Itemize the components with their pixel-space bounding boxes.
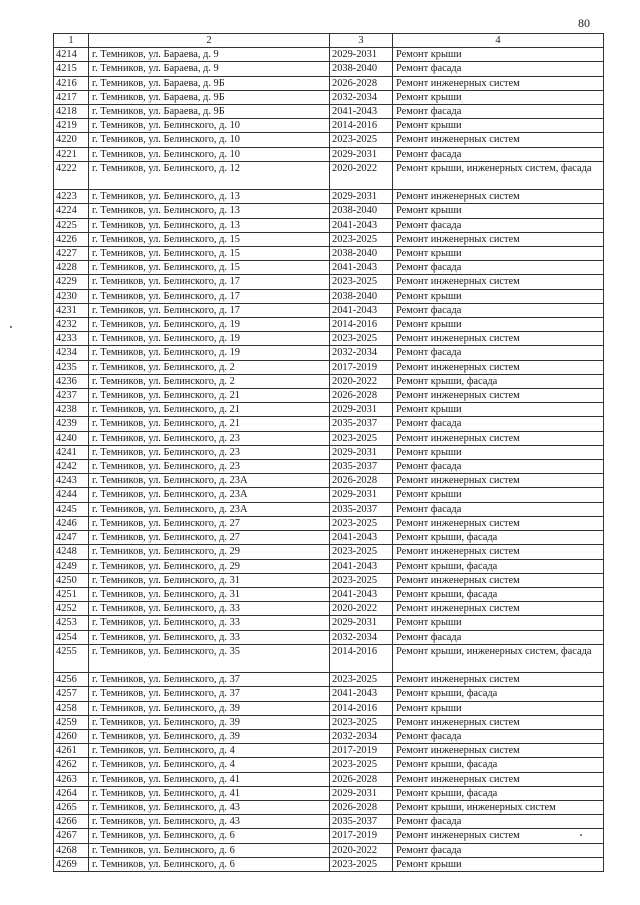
row-number-cell: 4227 <box>54 247 89 261</box>
work-type-cell: Ремонт фасада <box>393 62 604 76</box>
work-type-cell: Ремонт фасада <box>393 729 604 743</box>
address-cell: г. Темников, ул. Белинского, д. 31 <box>89 587 330 601</box>
work-type-cell: Ремонт фасада <box>393 417 604 431</box>
period-cell: 2014-2016 <box>330 701 393 715</box>
work-type-cell: Ремонт крыши <box>393 701 604 715</box>
row-number-cell: 4269 <box>54 857 89 871</box>
address-cell: г. Темников, ул. Белинского, д. 10 <box>89 119 330 133</box>
row-number-cell: 4262 <box>54 758 89 772</box>
period-cell: 2026-2028 <box>330 772 393 786</box>
row-number-cell: 4245 <box>54 502 89 516</box>
table-row <box>54 161 604 189</box>
period-cell: 2029-2031 <box>330 48 393 62</box>
row-number-cell: 4221 <box>54 147 89 161</box>
table-row <box>54 616 604 630</box>
address-cell: г. Темников, ул. Белинского, д. 35 <box>89 644 330 672</box>
period-cell: 2029-2031 <box>330 488 393 502</box>
row-number-cell: 4251 <box>54 587 89 601</box>
table-row <box>54 346 604 360</box>
row-number-cell: 4259 <box>54 715 89 729</box>
address-cell: г. Темников, ул. Белинского, д. 15 <box>89 232 330 246</box>
address-cell: г. Темников, ул. Белинского, д. 43 <box>89 815 330 829</box>
table-row <box>54 573 604 587</box>
period-cell: 2035-2037 <box>330 460 393 474</box>
address-cell: г. Темников, ул. Белинского, д. 39 <box>89 715 330 729</box>
period-cell: 2035-2037 <box>330 502 393 516</box>
work-type-cell: Ремонт крыши <box>393 616 604 630</box>
period-cell: 2023-2025 <box>330 516 393 530</box>
address-cell: г. Темников, ул. Белинского, д. 37 <box>89 687 330 701</box>
address-cell: г. Темников, ул. Белинского, д. 23 <box>89 445 330 459</box>
address-cell: г. Темников, ул. Белинского, д. 15 <box>89 261 330 275</box>
row-number-cell: 4243 <box>54 474 89 488</box>
work-type-cell: Ремонт крыши, фасада <box>393 687 604 701</box>
row-number-cell: 4222 <box>54 161 89 189</box>
row-number-cell: 4266 <box>54 815 89 829</box>
period-cell: 2038-2040 <box>330 247 393 261</box>
row-number-cell: 4260 <box>54 729 89 743</box>
work-type-cell: Ремонт крыши, фасада <box>393 374 604 388</box>
address-cell: г. Темников, ул. Белинского, д. 6 <box>89 843 330 857</box>
row-number-cell: 4214 <box>54 48 89 62</box>
period-cell: 2038-2040 <box>330 204 393 218</box>
work-type-cell: Ремонт крыши <box>393 247 604 261</box>
period-cell: 2041-2043 <box>330 687 393 701</box>
address-cell: г. Темников, ул. Белинского, д. 4 <box>89 744 330 758</box>
address-cell: г. Темников, ул. Бараева, д. 9Б <box>89 90 330 104</box>
table-row <box>54 303 604 317</box>
row-number-cell: 4239 <box>54 417 89 431</box>
row-number-cell: 4225 <box>54 218 89 232</box>
table-row <box>54 843 604 857</box>
work-type-cell: Ремонт крыши, фасада <box>393 786 604 800</box>
row-number-cell: 4230 <box>54 289 89 303</box>
work-type-cell: Ремонт фасада <box>393 261 604 275</box>
work-type-cell: Ремонт инженерных систем <box>393 76 604 90</box>
period-cell: 2023-2025 <box>330 232 393 246</box>
table-row <box>54 729 604 743</box>
row-number-cell: 4255 <box>54 644 89 672</box>
period-cell: 2026-2028 <box>330 389 393 403</box>
work-type-cell: Ремонт инженерных систем <box>393 474 604 488</box>
table-header-row <box>54 34 604 48</box>
period-cell: 2041-2043 <box>330 303 393 317</box>
row-number-cell: 4258 <box>54 701 89 715</box>
table-row <box>54 800 604 814</box>
work-type-cell: Ремонт инженерных систем <box>393 516 604 530</box>
work-type-cell: Ремонт крыши, инженерных систем <box>393 800 604 814</box>
address-cell: г. Темников, ул. Белинского, д. 4 <box>89 758 330 772</box>
address-cell: г. Темников, ул. Бараева, д. 9Б <box>89 105 330 119</box>
work-type-cell: Ремонт инженерных систем <box>393 360 604 374</box>
address-cell: г. Темников, ул. Белинского, д. 37 <box>89 673 330 687</box>
period-cell: 2023-2025 <box>330 275 393 289</box>
work-type-cell: Ремонт крыши, инженерных систем, фасада <box>393 644 604 672</box>
period-cell: 2020-2022 <box>330 374 393 388</box>
period-cell: 2029-2031 <box>330 190 393 204</box>
address-cell: г. Темников, ул. Белинского, д. 12 <box>89 161 330 189</box>
period-cell: 2023-2025 <box>330 332 393 346</box>
row-number-cell: 4249 <box>54 559 89 573</box>
table-row <box>54 247 604 261</box>
repair-schedule-table <box>53 33 604 872</box>
address-cell: г. Темников, ул. Бараева, д. 9 <box>89 48 330 62</box>
row-number-cell: 4267 <box>54 829 89 843</box>
period-cell: 2038-2040 <box>330 62 393 76</box>
table-row <box>54 332 604 346</box>
work-type-cell: Ремонт крыши, фасада <box>393 758 604 772</box>
table-row <box>54 190 604 204</box>
period-cell: 2029-2031 <box>330 786 393 800</box>
address-cell: г. Темников, ул. Белинского, д. 23А <box>89 474 330 488</box>
work-type-cell: Ремонт фасада <box>393 630 604 644</box>
address-cell: г. Темников, ул. Белинского, д. 19 <box>89 332 330 346</box>
table-row <box>54 673 604 687</box>
address-cell: г. Темников, ул. Белинского, д. 10 <box>89 147 330 161</box>
table-row <box>54 48 604 62</box>
address-cell: г. Темников, ул. Белинского, д. 23А <box>89 502 330 516</box>
work-type-cell: Ремонт фасада <box>393 303 604 317</box>
period-cell: 2020-2022 <box>330 161 393 189</box>
period-cell: 2023-2025 <box>330 673 393 687</box>
period-cell: 2023-2025 <box>330 133 393 147</box>
address-cell: г. Темников, ул. Белинского, д. 27 <box>89 531 330 545</box>
address-cell: г. Темников, ул. Белинского, д. 17 <box>89 275 330 289</box>
period-cell: 2026-2028 <box>330 800 393 814</box>
row-number-cell: 4247 <box>54 531 89 545</box>
table-row <box>54 531 604 545</box>
period-cell: 2026-2028 <box>330 474 393 488</box>
work-type-cell: Ремонт крыши, фасада <box>393 587 604 601</box>
period-cell: 2032-2034 <box>330 729 393 743</box>
period-cell: 2014-2016 <box>330 119 393 133</box>
row-number-cell: 4229 <box>54 275 89 289</box>
address-cell: г. Темников, ул. Белинского, д. 39 <box>89 729 330 743</box>
period-cell: 2041-2043 <box>330 218 393 232</box>
period-cell: 2029-2031 <box>330 147 393 161</box>
period-cell: 2023-2025 <box>330 545 393 559</box>
period-cell: 2035-2037 <box>330 815 393 829</box>
header-cell-4: 4 <box>393 34 604 48</box>
work-type-cell: Ремонт инженерных систем <box>393 573 604 587</box>
table-row <box>54 587 604 601</box>
period-cell: 2026-2028 <box>330 76 393 90</box>
row-number-cell: 4231 <box>54 303 89 317</box>
row-number-cell: 4250 <box>54 573 89 587</box>
period-cell: 2023-2025 <box>330 758 393 772</box>
table-row <box>54 758 604 772</box>
work-type-cell: Ремонт крыши, инженерных систем, фасада <box>393 161 604 189</box>
address-cell: г. Темников, ул. Белинского, д. 23 <box>89 460 330 474</box>
period-cell: 2032-2034 <box>330 630 393 644</box>
table-row <box>54 488 604 502</box>
period-cell: 2023-2025 <box>330 857 393 871</box>
row-number-cell: 4265 <box>54 800 89 814</box>
table-row <box>54 815 604 829</box>
row-number-cell: 4219 <box>54 119 89 133</box>
work-type-cell: Ремонт инженерных систем <box>393 772 604 786</box>
row-number-cell: 4256 <box>54 673 89 687</box>
table-row <box>54 474 604 488</box>
address-cell: г. Темников, ул. Белинского, д. 21 <box>89 417 330 431</box>
work-type-cell: Ремонт фасада <box>393 105 604 119</box>
table-row <box>54 602 604 616</box>
address-cell: г. Темников, ул. Белинского, д. 6 <box>89 829 330 843</box>
table-row <box>54 105 604 119</box>
row-number-cell: 4246 <box>54 516 89 530</box>
work-type-cell: Ремонт фасада <box>393 815 604 829</box>
scan-speck <box>10 326 12 328</box>
address-cell: г. Темников, ул. Белинского, д. 19 <box>89 346 330 360</box>
table-row <box>54 232 604 246</box>
work-type-cell: Ремонт фасада <box>393 460 604 474</box>
address-cell: г. Темников, ул. Белинского, д. 33 <box>89 616 330 630</box>
table-row <box>54 829 604 843</box>
address-cell: г. Темников, ул. Белинского, д. 2 <box>89 374 330 388</box>
work-type-cell: Ремонт инженерных систем <box>393 389 604 403</box>
address-cell: г. Темников, ул. Белинского, д. 23 <box>89 431 330 445</box>
period-cell: 2029-2031 <box>330 445 393 459</box>
period-cell: 2023-2025 <box>330 573 393 587</box>
table-row <box>54 90 604 104</box>
work-type-cell: Ремонт крыши <box>393 403 604 417</box>
work-type-cell: Ремонт инженерных систем <box>393 545 604 559</box>
period-cell: 2020-2022 <box>330 843 393 857</box>
period-cell: 2041-2043 <box>330 531 393 545</box>
table-row <box>54 687 604 701</box>
row-number-cell: 4233 <box>54 332 89 346</box>
row-number-cell: 4224 <box>54 204 89 218</box>
table-row <box>54 289 604 303</box>
table-row <box>54 715 604 729</box>
table-row <box>54 786 604 800</box>
address-cell: г. Темников, ул. Бараева, д. 9Б <box>89 76 330 90</box>
work-type-cell: Ремонт фасада <box>393 346 604 360</box>
work-type-cell: Ремонт инженерных систем <box>393 829 604 843</box>
period-cell: 2023-2025 <box>330 715 393 729</box>
header-cell-2: 2 <box>89 34 330 48</box>
row-number-cell: 4242 <box>54 460 89 474</box>
work-type-cell: Ремонт инженерных систем <box>393 602 604 616</box>
row-number-cell: 4257 <box>54 687 89 701</box>
work-type-cell: Ремонт крыши <box>393 48 604 62</box>
address-cell: г. Темников, ул. Белинского, д. 17 <box>89 289 330 303</box>
work-type-cell: Ремонт крыши, фасада <box>393 559 604 573</box>
work-type-cell: Ремонт крыши, фасада <box>393 531 604 545</box>
address-cell: г. Темников, ул. Белинского, д. 29 <box>89 545 330 559</box>
work-type-cell: Ремонт инженерных систем <box>393 190 604 204</box>
table-row <box>54 119 604 133</box>
work-type-cell: Ремонт крыши <box>393 204 604 218</box>
row-number-cell: 4238 <box>54 403 89 417</box>
work-type-cell: Ремонт крыши <box>393 488 604 502</box>
address-cell: г. Темников, ул. Белинского, д. 21 <box>89 403 330 417</box>
work-type-cell: Ремонт инженерных систем <box>393 275 604 289</box>
period-cell: 2014-2016 <box>330 644 393 672</box>
period-cell: 2017-2019 <box>330 829 393 843</box>
work-type-cell: Ремонт инженерных систем <box>393 744 604 758</box>
row-number-cell: 4220 <box>54 133 89 147</box>
table-row <box>54 559 604 573</box>
row-number-cell: 4264 <box>54 786 89 800</box>
row-number-cell: 4253 <box>54 616 89 630</box>
work-type-cell: Ремонт крыши <box>393 857 604 871</box>
address-cell: г. Темников, ул. Белинского, д. 6 <box>89 857 330 871</box>
row-number-cell: 4236 <box>54 374 89 388</box>
address-cell: г. Темников, ул. Белинского, д. 10 <box>89 133 330 147</box>
work-type-cell: Ремонт крыши <box>393 445 604 459</box>
address-cell: г. Темников, ул. Белинского, д. 33 <box>89 602 330 616</box>
period-cell: 2020-2022 <box>330 602 393 616</box>
work-type-cell: Ремонт крыши <box>393 119 604 133</box>
table-row <box>54 417 604 431</box>
row-number-cell: 4244 <box>54 488 89 502</box>
address-cell: г. Темников, ул. Белинского, д. 13 <box>89 218 330 232</box>
row-number-cell: 4241 <box>54 445 89 459</box>
address-cell: г. Темников, ул. Белинского, д. 13 <box>89 204 330 218</box>
table-row <box>54 62 604 76</box>
period-cell: 2017-2019 <box>330 360 393 374</box>
table-row <box>54 218 604 232</box>
period-cell: 2032-2034 <box>330 346 393 360</box>
work-type-cell: Ремонт фасада <box>393 843 604 857</box>
table-row <box>54 545 604 559</box>
table-row <box>54 772 604 786</box>
address-cell: г. Темников, ул. Белинского, д. 31 <box>89 573 330 587</box>
period-cell: 2029-2031 <box>330 616 393 630</box>
address-cell: г. Темников, ул. Белинского, д. 33 <box>89 630 330 644</box>
work-type-cell: Ремонт крыши <box>393 90 604 104</box>
address-cell: г. Темников, ул. Белинского, д. 19 <box>89 318 330 332</box>
table-row <box>54 261 604 275</box>
table-row <box>54 857 604 871</box>
row-number-cell: 4240 <box>54 431 89 445</box>
period-cell: 2041-2043 <box>330 261 393 275</box>
address-cell: г. Темников, ул. Белинского, д. 15 <box>89 247 330 261</box>
table-row <box>54 275 604 289</box>
table-row <box>54 374 604 388</box>
table-row <box>54 133 604 147</box>
period-cell: 2041-2043 <box>330 587 393 601</box>
row-number-cell: 4263 <box>54 772 89 786</box>
table-row <box>54 403 604 417</box>
address-cell: г. Темников, ул. Бараева, д. 9 <box>89 62 330 76</box>
period-cell: 2041-2043 <box>330 105 393 119</box>
work-type-cell: Ремонт инженерных систем <box>393 673 604 687</box>
row-number-cell: 4228 <box>54 261 89 275</box>
table-row <box>54 744 604 758</box>
row-number-cell: 4248 <box>54 545 89 559</box>
row-number-cell: 4252 <box>54 602 89 616</box>
table-row <box>54 701 604 715</box>
work-type-cell: Ремонт инженерных систем <box>393 232 604 246</box>
table-row <box>54 318 604 332</box>
work-type-cell: Ремонт фасада <box>393 502 604 516</box>
work-type-cell: Ремонт инженерных систем <box>393 332 604 346</box>
table-row <box>54 644 604 672</box>
header-cell-3: 3 <box>330 34 393 48</box>
table-row <box>54 389 604 403</box>
address-cell: г. Темников, ул. Белинского, д. 43 <box>89 800 330 814</box>
period-cell: 2032-2034 <box>330 90 393 104</box>
address-cell: г. Темников, ул. Белинского, д. 13 <box>89 190 330 204</box>
row-number-cell: 4232 <box>54 318 89 332</box>
table-row <box>54 76 604 90</box>
row-number-cell: 4216 <box>54 76 89 90</box>
table-row <box>54 630 604 644</box>
row-number-cell: 4234 <box>54 346 89 360</box>
address-cell: г. Темников, ул. Белинского, д. 41 <box>89 772 330 786</box>
work-type-cell: Ремонт крыши <box>393 289 604 303</box>
row-number-cell: 4237 <box>54 389 89 403</box>
work-type-cell: Ремонт инженерных систем <box>393 715 604 729</box>
work-type-cell: Ремонт инженерных систем <box>393 133 604 147</box>
address-cell: г. Темников, ул. Белинского, д. 23А <box>89 488 330 502</box>
address-cell: г. Темников, ул. Белинского, д. 41 <box>89 786 330 800</box>
work-type-cell: Ремонт фасада <box>393 147 604 161</box>
address-cell: г. Темников, ул. Белинского, д. 21 <box>89 389 330 403</box>
address-cell: г. Темников, ул. Белинского, д. 2 <box>89 360 330 374</box>
address-cell: г. Темников, ул. Белинского, д. 39 <box>89 701 330 715</box>
row-number-cell: 4215 <box>54 62 89 76</box>
period-cell: 2014-2016 <box>330 318 393 332</box>
row-number-cell: 4217 <box>54 90 89 104</box>
period-cell: 2035-2037 <box>330 417 393 431</box>
table-row <box>54 516 604 530</box>
period-cell: 2029-2031 <box>330 403 393 417</box>
row-number-cell: 4218 <box>54 105 89 119</box>
table-row <box>54 204 604 218</box>
table-row <box>54 445 604 459</box>
row-number-cell: 4268 <box>54 843 89 857</box>
period-cell: 2023-2025 <box>330 431 393 445</box>
table-row <box>54 431 604 445</box>
table-row <box>54 460 604 474</box>
row-number-cell: 4235 <box>54 360 89 374</box>
row-number-cell: 4223 <box>54 190 89 204</box>
page-number: 80 <box>578 16 590 30</box>
period-cell: 2038-2040 <box>330 289 393 303</box>
work-type-cell: Ремонт крыши <box>393 318 604 332</box>
row-number-cell: 4261 <box>54 744 89 758</box>
period-cell: 2017-2019 <box>330 744 393 758</box>
address-cell: г. Темников, ул. Белинского, д. 29 <box>89 559 330 573</box>
row-number-cell: 4254 <box>54 630 89 644</box>
table-row <box>54 147 604 161</box>
work-type-cell: Ремонт инженерных систем <box>393 431 604 445</box>
address-cell: г. Темников, ул. Белинского, д. 27 <box>89 516 330 530</box>
table-row <box>54 502 604 516</box>
period-cell: 2041-2043 <box>330 559 393 573</box>
address-cell: г. Темников, ул. Белинского, д. 17 <box>89 303 330 317</box>
table-row <box>54 360 604 374</box>
header-cell-1: 1 <box>54 34 89 48</box>
row-number-cell: 4226 <box>54 232 89 246</box>
work-type-cell: Ремонт фасада <box>393 218 604 232</box>
